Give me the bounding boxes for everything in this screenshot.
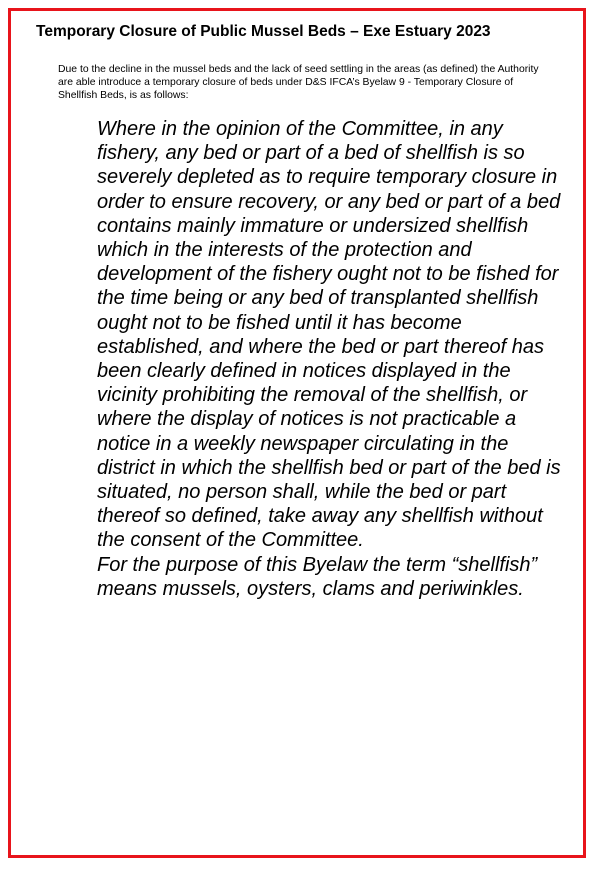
byelaw-quote <box>97 117 565 601</box>
shellfish-definition: For the purpose of this Byelaw the term “shellfish” means mussels, oysters, clams and periwinkles. <box>97 553 538 600</box>
byelaw-text: Where in the opinion of the Committee, in any fishery, any bed or part of a bed of shellfish is so severely depleted as to require temporary closure in order to ensure recovery, or any bed or part of a bed contains mainly immature or undersized shellfish which in the interests of the protection and development of the fishery ought not to be fished for the time being or any bed of transplanted shellfish ought not to be fished until it has become established, and where the bed or part thereof has been clearly defined in notices displayed in the vicinity prohibiting the removal of the shellfish, or where the display of notices is not practicable a notice in a weekly newspaper circulating in the district in which the shellfish bed or part of the bed is situated, no person shall, while the bed or part thereof so defined, take away any shellfish without the consent of the Committee. <box>97 118 561 552</box>
intro-paragraph: Due to the decline in the mussel beds and the lack of seed settling in the areas (as defined) the Authority are able introduce a temporary closure of beds under D&S IFCA’s Byelaw 9 - Temporary Closure of Shellfish Beds, is as follows: <box>58 64 539 101</box>
document-title: Temporary Closure of Public Mussel Beds – Exe Estuary 2023 <box>36 23 491 40</box>
